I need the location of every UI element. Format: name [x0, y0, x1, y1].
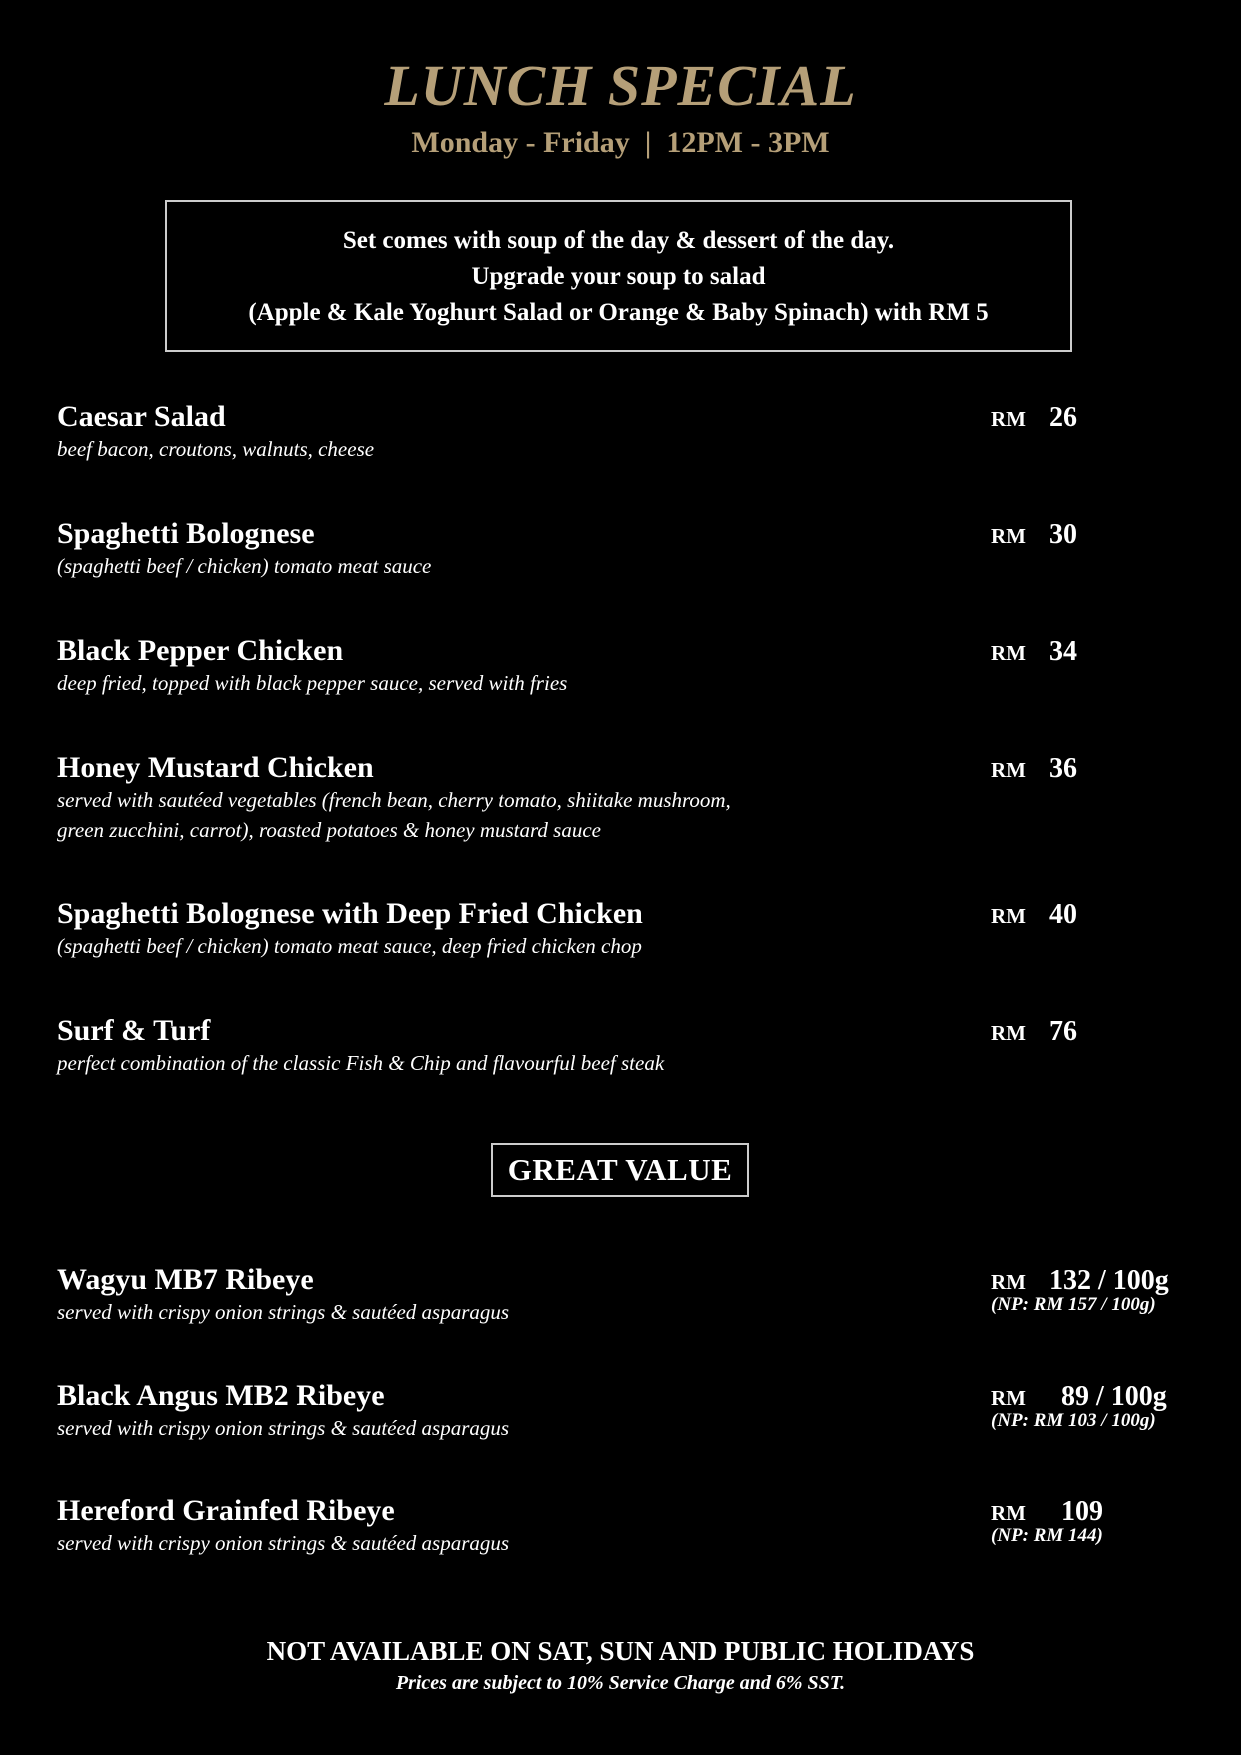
item-name: Wagyu MB7 Ribeye [57, 1263, 314, 1296]
item-description: perfect combination of the classic Fish & Chip and flavourful beef steak [57, 1051, 665, 1075]
item-description: deep fried, topped with black pepper sauce, served with fries [57, 671, 568, 695]
item-name: Spaghetti Bolognese with Deep Fried Chicken [57, 897, 643, 930]
notice-line: Set comes with soup of the day & dessert of the day. [342, 227, 895, 254]
item-name: Black Angus MB2 Ribeye [57, 1379, 385, 1412]
page-title: LUNCH SPECIAL [384, 53, 857, 118]
item-description: served with crispy onion strings & sautéed asparagus [57, 1416, 510, 1440]
item-description: (spaghetti beef / chicken) tomato meat sauce [57, 554, 432, 578]
menu-item-spaghetti-deep-fried-chicken [57, 897, 1217, 961]
availability-notice: NOT AVAILABLE ON SAT, SUN AND PUBLIC HOLIDAYS [266, 1636, 975, 1666]
menu-item-hereford-ribeye [57, 1494, 1217, 1558]
item-price [991, 1265, 1231, 1315]
item-name: Caesar Salad [57, 400, 226, 433]
menu-item-honey-mustard-chicken [57, 751, 1217, 845]
price-amount: 40 [1049, 899, 1077, 930]
normal-price: (NP: RM 144) [991, 1525, 1103, 1546]
currency-label: RM [991, 1501, 1026, 1525]
item-description: green zucchini, carrot), roasted potatoes & honey mustard sauce [57, 818, 601, 842]
notice-line: Upgrade your soup to salad [471, 263, 766, 290]
price-amount: 30 [1049, 519, 1077, 550]
menu-item-black-pepper-chicken [57, 634, 1217, 698]
normal-price: (NP: RM 103 / 100g) [991, 1410, 1156, 1431]
currency-label: RM [991, 1386, 1026, 1410]
item-price [991, 899, 1231, 931]
item-name: Spaghetti Bolognese [57, 517, 315, 550]
price-amount: 89 / 100g [1061, 1381, 1167, 1412]
item-description: (spaghetti beef / chicken) tomato meat sauce, deep fried chicken chop [57, 934, 642, 958]
price-amount: 34 [1049, 636, 1077, 667]
menu-item-black-angus-ribeye [57, 1379, 1217, 1443]
menu-item-caesar-salad [57, 400, 1217, 464]
price-amount: 26 [1049, 402, 1077, 433]
menu-item-surf-and-turf [57, 1014, 1217, 1078]
menu-item-spaghetti-bolognese [57, 517, 1217, 581]
item-description: served with sautéed vegetables (french bean, cherry tomato, shiitake mushroom, [57, 788, 731, 812]
item-name: Hereford Grainfed Ribeye [57, 1494, 395, 1527]
currency-label: RM [991, 1021, 1026, 1045]
currency-label: RM [991, 407, 1026, 431]
currency-label: RM [991, 758, 1026, 782]
item-description: served with crispy onion strings & sautéed asparagus [57, 1300, 510, 1324]
menu-item-wagyu-ribeye [57, 1263, 1217, 1327]
item-price [991, 1381, 1231, 1431]
item-name: Surf & Turf [57, 1014, 211, 1047]
currency-label: RM [991, 1270, 1026, 1294]
item-price [991, 1016, 1231, 1048]
item-price [991, 636, 1231, 668]
price-amount: 109 [1061, 1496, 1103, 1527]
currency-label: RM [991, 904, 1026, 928]
price-amount: 76 [1049, 1016, 1077, 1047]
service-charge-note: Prices are subject to 10% Service Charge and 6% SST. [395, 1672, 846, 1694]
price-amount: 132 / 100g [1049, 1265, 1169, 1296]
item-price [991, 753, 1231, 785]
item-name: Black Pepper Chicken [57, 634, 344, 667]
item-description: served with crispy onion strings & sautéed asparagus [57, 1531, 510, 1555]
currency-label: RM [991, 524, 1026, 548]
normal-price: (NP: RM 157 / 100g) [991, 1294, 1156, 1315]
price-amount: 36 [1049, 753, 1077, 784]
item-price [991, 519, 1231, 551]
item-name: Honey Mustard Chicken [57, 751, 374, 784]
page-subtitle: Monday - Friday | 12PM - 3PM [411, 126, 830, 159]
great-value-heading: GREAT VALUE [491, 1143, 749, 1197]
item-description: beef bacon, croutons, walnuts, cheese [57, 437, 375, 461]
item-price [991, 402, 1231, 434]
item-price [991, 1496, 1231, 1546]
set-notice-box [165, 200, 1072, 352]
currency-label: RM [991, 641, 1026, 665]
notice-line: (Apple & Kale Yoghurt Salad or Orange & Baby Spinach) with RM 5 [248, 299, 989, 326]
